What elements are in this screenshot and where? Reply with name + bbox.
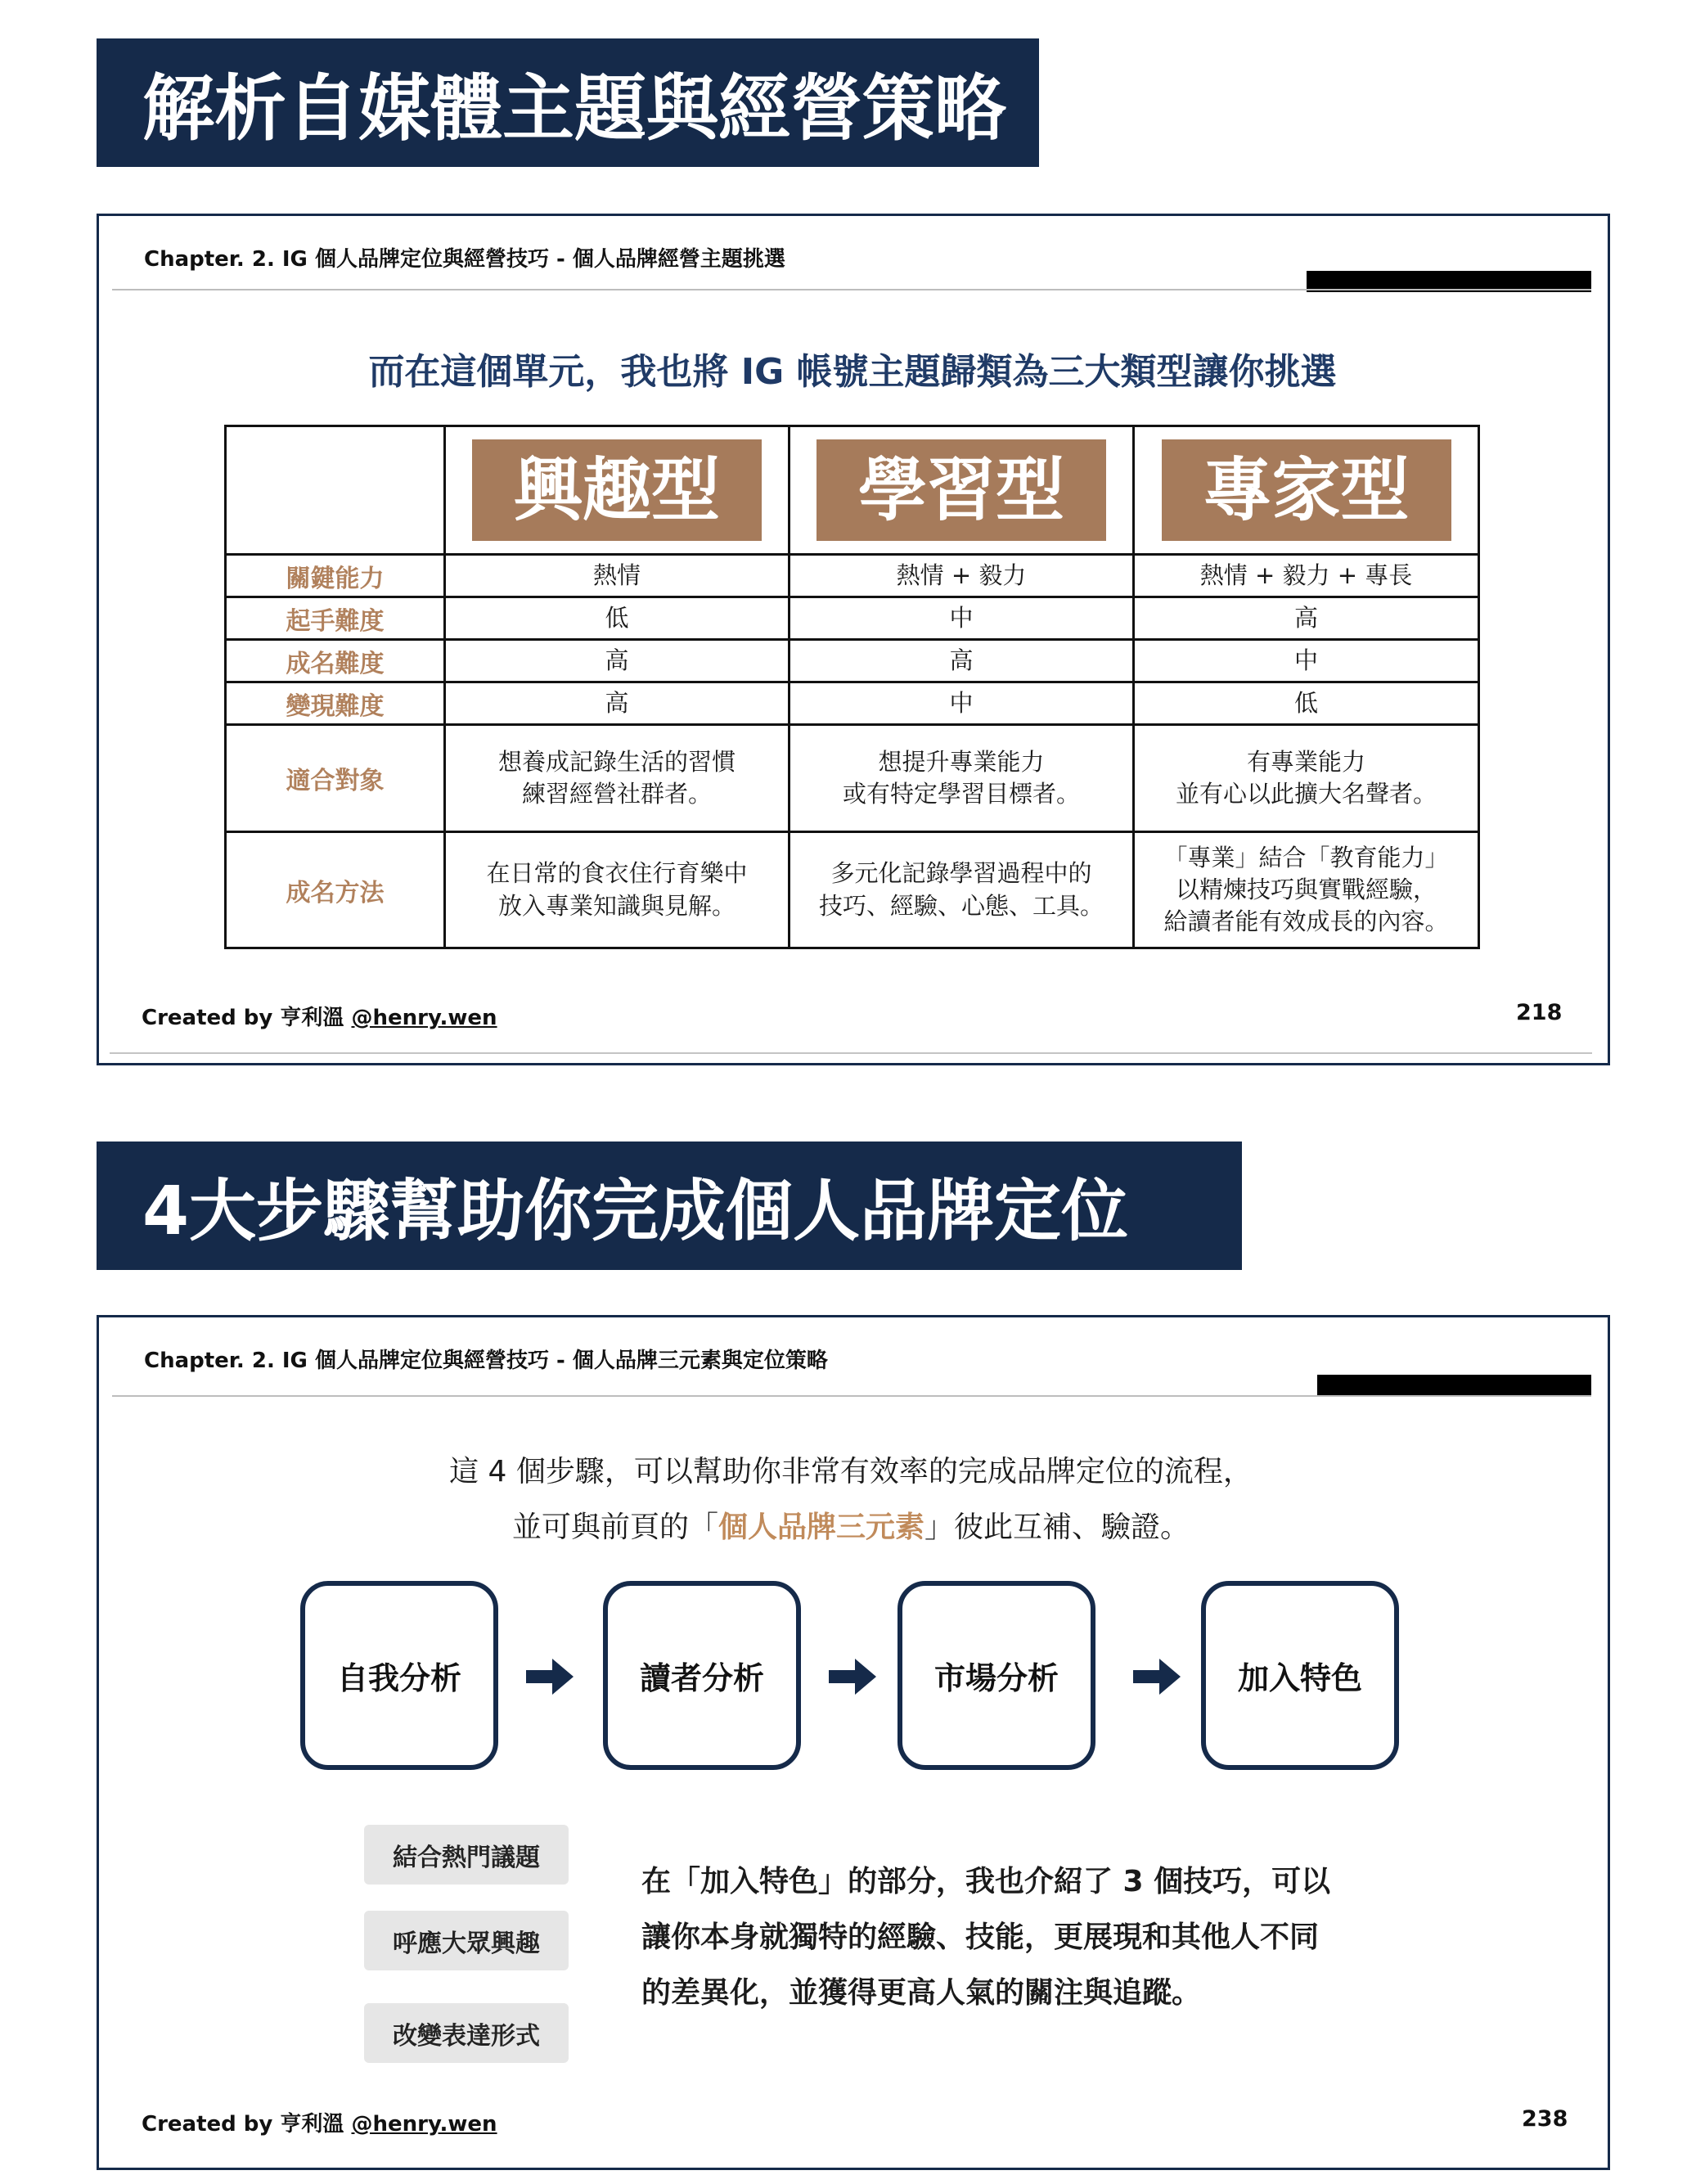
row-label: 起手難度	[226, 597, 445, 640]
page-number: 238	[1522, 2106, 1568, 2132]
header-divider	[112, 1395, 1591, 1397]
cell-line: 在日常的食衣住行育樂中	[486, 859, 748, 888]
page-number: 218	[1516, 1000, 1563, 1025]
table-cell: 高	[445, 682, 790, 725]
row-label: 關鍵能力	[226, 555, 445, 597]
cell-line: 或有特定學習目標者。	[842, 780, 1080, 808]
cell-line: 並有心以此擴大名聲者。	[1175, 780, 1437, 808]
cell-line: 多元化記錄學習過程中的	[830, 859, 1092, 888]
step-self-analysis: 自我分析	[300, 1581, 498, 1770]
arrow-right-icon	[526, 1657, 574, 1696]
table-cell: 中	[790, 597, 1134, 640]
cell-line: 想養成記錄生活的習慣	[497, 747, 736, 776]
table-cell	[790, 832, 1134, 948]
section-banner-topics: 解析自媒體主題與經營策略	[97, 38, 1039, 167]
row-label: 適合對象	[226, 725, 445, 832]
slide-heading: 而在這個單元，我也將 IG 帳號主題歸類為三大類型讓你挑選	[368, 351, 1337, 393]
cell-line: 有專業能力	[1246, 747, 1365, 776]
table-cell	[445, 725, 790, 832]
features-description	[641, 1854, 1427, 2021]
intro-line	[0, 1500, 1702, 1556]
table-cell	[790, 725, 1134, 832]
header-accent-bar	[1317, 1375, 1591, 1396]
footer-divider	[110, 1052, 1592, 1054]
credit-prefix: Created by 亨利溫	[142, 2112, 352, 2137]
footer-credit	[142, 2107, 497, 2137]
chapter-caption: Chapter. 2. IG 個人品牌定位與經營技巧 - 個人品牌經營主題挑選	[144, 247, 785, 272]
table-cell: 高	[790, 640, 1134, 682]
step-reader-analysis: 讀者分析	[603, 1581, 801, 1770]
row-label: 成名方法	[226, 832, 445, 948]
step-add-features: 加入特色	[1201, 1581, 1399, 1770]
header-divider	[112, 289, 1591, 290]
type-header-interest	[445, 426, 790, 555]
desc-line: 的差異化，並獲得更高人氣的關注與追蹤。	[641, 1976, 1202, 2010]
type-badge: 興趣型	[472, 439, 762, 541]
table-cell	[1134, 832, 1479, 948]
slide-intro	[0, 1444, 1702, 1556]
chapter-caption: Chapter. 2. IG 個人品牌定位與經營技巧 - 個人品牌三元素與定位策略	[144, 1349, 828, 1373]
cell-line: 技巧、經驗、心態、工具。	[818, 891, 1104, 920]
arrow-right-icon	[829, 1657, 876, 1696]
table-row	[226, 555, 1479, 597]
type-header-expert	[1134, 426, 1479, 555]
table-cell: 低	[1134, 682, 1479, 725]
intro-text: 並可與前頁的「	[511, 1511, 718, 1544]
row-label: 成名難度	[226, 640, 445, 682]
table-cell: 熱情 + 毅力	[790, 555, 1134, 597]
table-row	[226, 597, 1479, 640]
table-cell: 中	[1134, 640, 1479, 682]
type-header-learning	[790, 426, 1134, 555]
arrow-right-icon	[1133, 1657, 1181, 1696]
table-cell: 高	[445, 640, 790, 682]
table-cell: 高	[1134, 597, 1479, 640]
tip-tag: 呼應大眾興趣	[364, 1911, 569, 1970]
topic-type-table	[224, 425, 1480, 949]
table-cell: 低	[445, 597, 790, 640]
credit-prefix: Created by 亨利溫	[142, 1006, 352, 1030]
tip-tag: 結合熱門議題	[364, 1825, 569, 1885]
cell-line: 「專業」結合「教育能力」	[1163, 843, 1449, 871]
author-handle-link[interactable]: @henry.wen	[351, 1006, 497, 1030]
type-badge: 學習型	[817, 439, 1106, 541]
step-market-analysis: 市場分析	[897, 1581, 1095, 1770]
author-handle-link[interactable]: @henry.wen	[351, 2112, 497, 2137]
brand-elements-highlight: 個人品牌三元素	[718, 1511, 924, 1544]
footer-credit	[142, 1001, 497, 1031]
type-badge: 專家型	[1162, 439, 1451, 541]
desc-line: 在「加入特色」的部分，我也介紹了 3 個技巧，可以	[641, 1865, 1331, 1898]
tip-tag: 改變表達形式	[364, 2003, 569, 2063]
table-row	[226, 640, 1479, 682]
table-cell: 熱情	[445, 555, 790, 597]
table-cell: 熱情 + 毅力 + 專長	[1134, 555, 1479, 597]
cell-line: 給讀者能有效成長的內容。	[1163, 907, 1449, 936]
table-cell: 中	[790, 682, 1134, 725]
intro-line: 這 4 個步驟，可以幫助你非常有效率的完成品牌定位的流程，	[449, 1455, 1253, 1488]
table-row	[226, 682, 1479, 725]
row-label: 變現難度	[226, 682, 445, 725]
table-row	[226, 725, 1479, 832]
table-corner-cell	[226, 426, 445, 555]
cell-line: 以精煉技巧與實戰經驗，	[1175, 875, 1437, 903]
section-banner-steps: 4大步驟幫助你完成個人品牌定位	[97, 1142, 1242, 1270]
cell-line: 練習經營社群者。	[521, 780, 712, 808]
intro-text: 」彼此互補、驗證。	[924, 1511, 1190, 1544]
cell-line: 放入專業知識與見解。	[497, 891, 736, 920]
table-row	[226, 832, 1479, 948]
desc-line: 讓你本身就獨特的經驗、技能，更展現和其他人不同	[641, 1921, 1320, 1954]
table-cell	[445, 832, 790, 948]
cell-line: 想提升專業能力	[878, 747, 1045, 776]
table-cell	[1134, 725, 1479, 832]
